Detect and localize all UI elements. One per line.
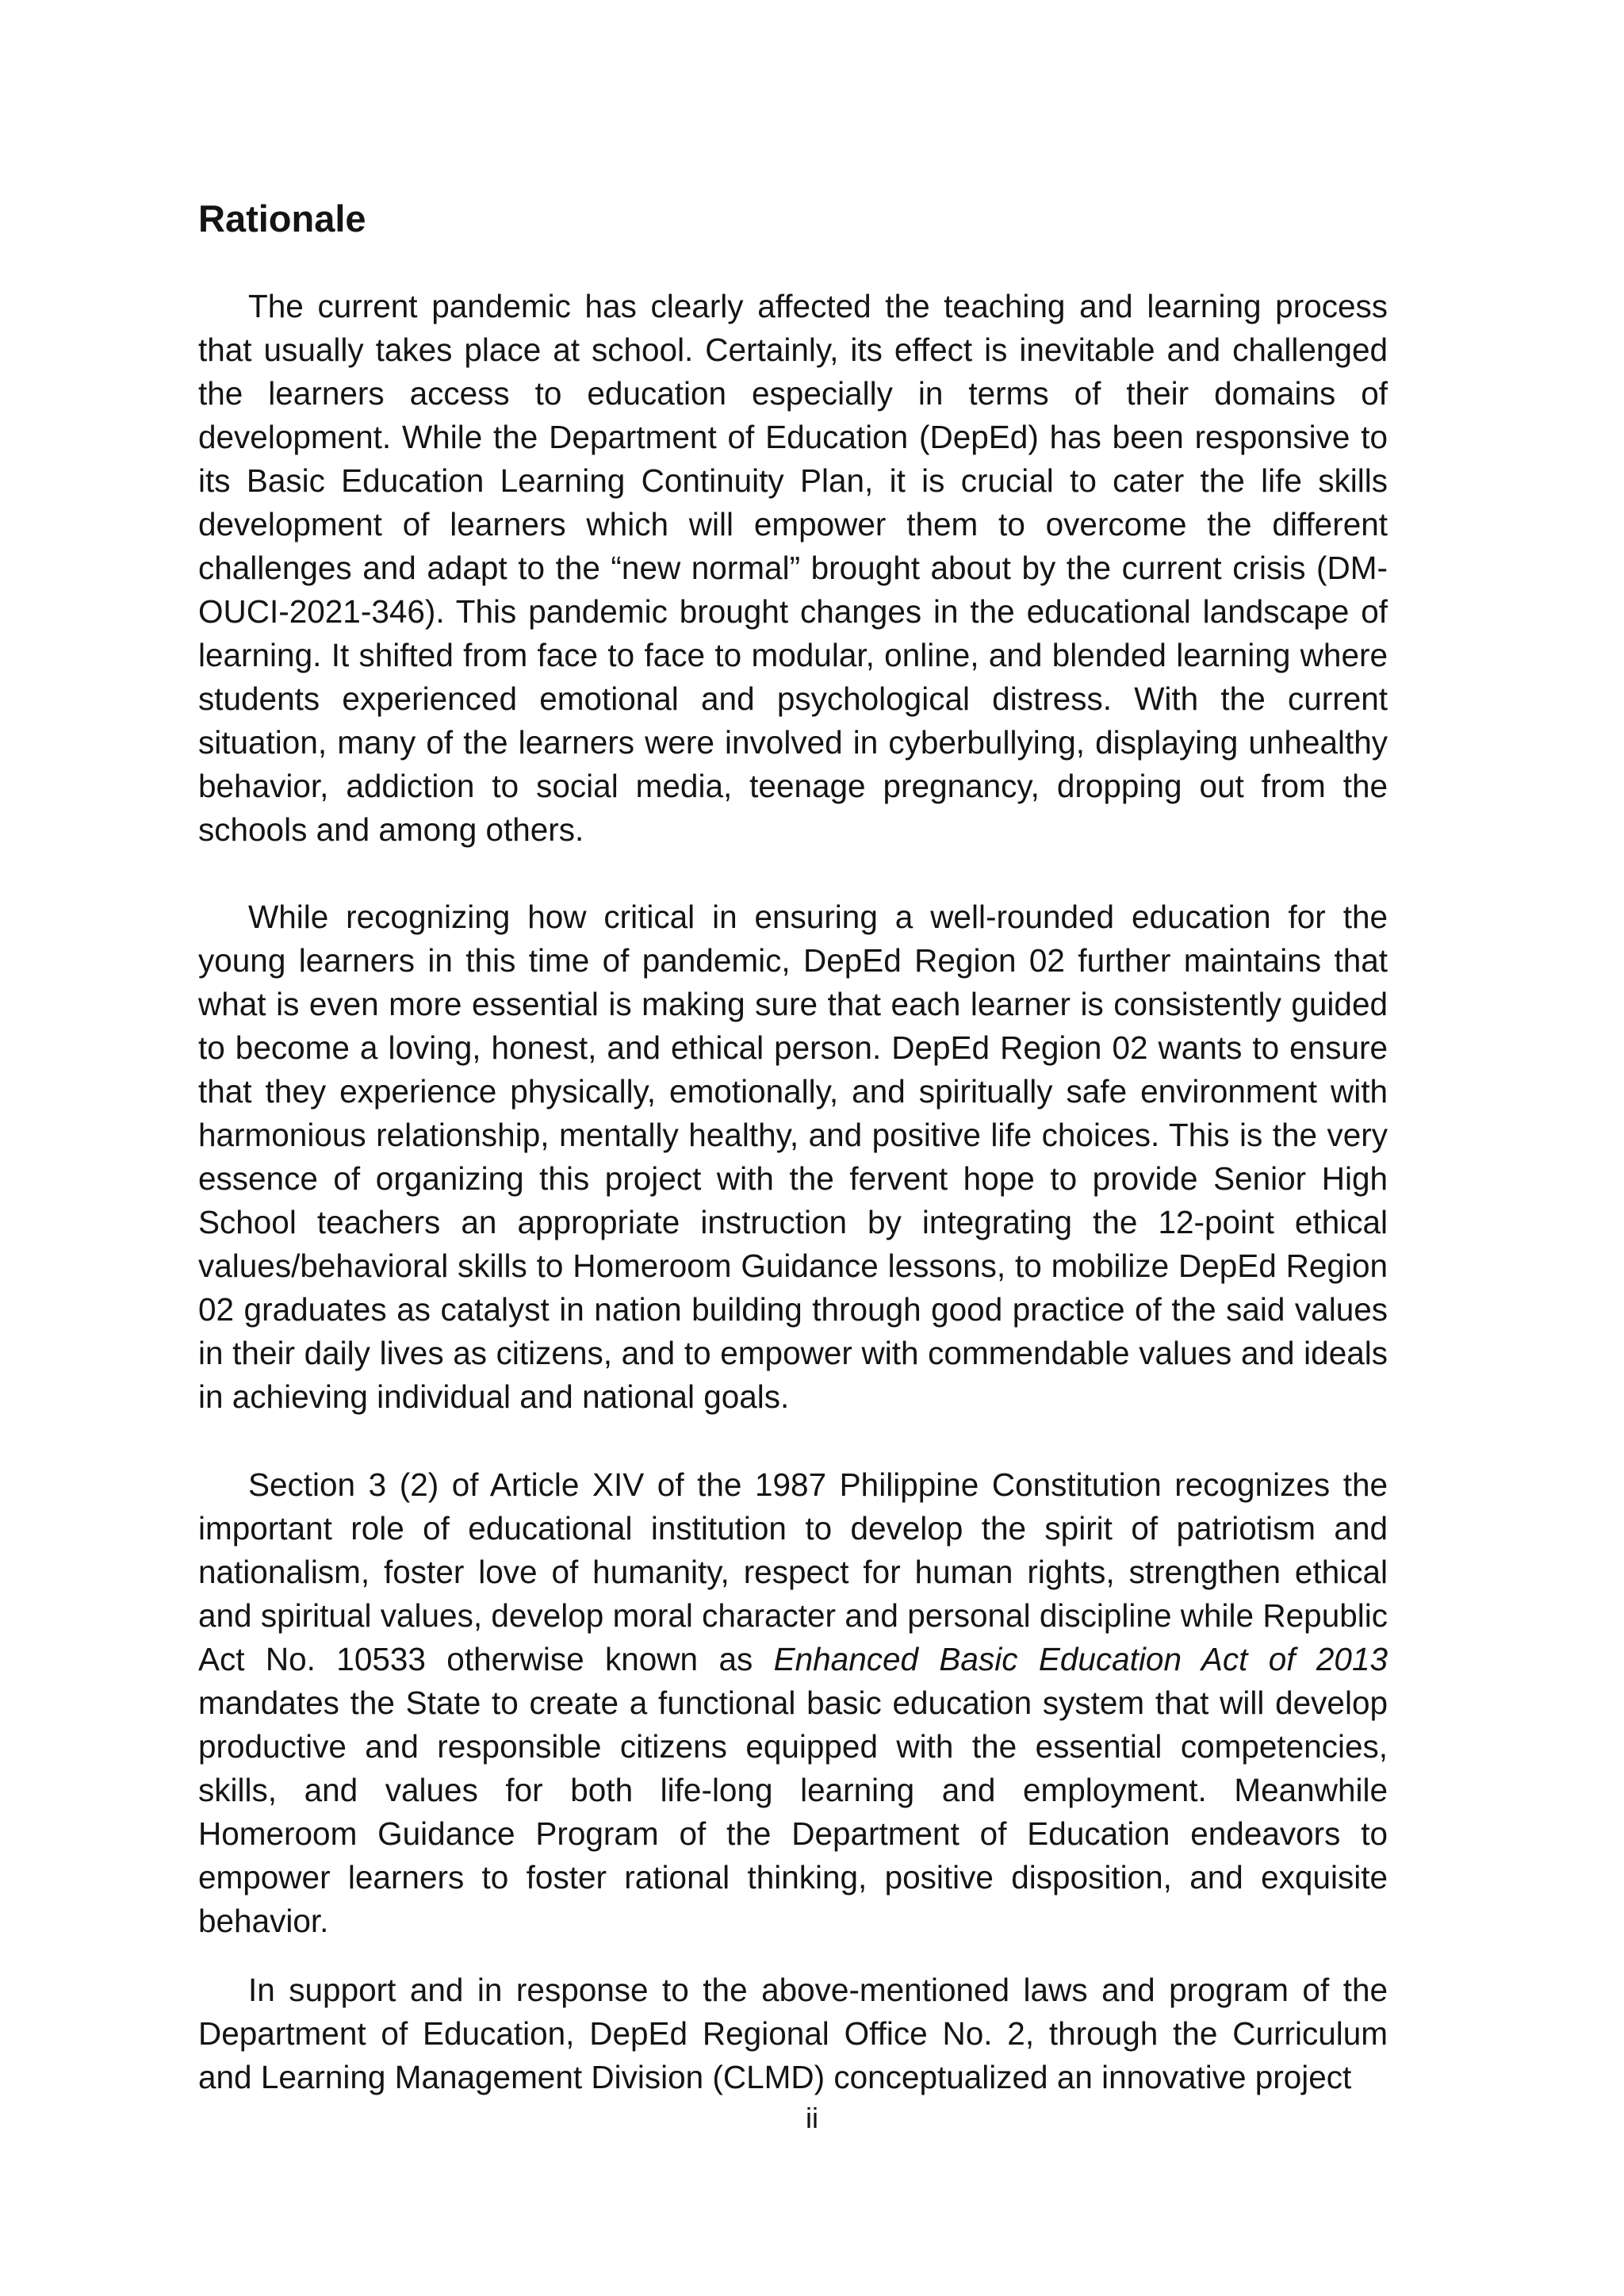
paragraph-legal-basis	[198, 1463, 1388, 1943]
paragraph-pandemic-impact: The current pandemic has clearly affected the teaching and learning process that usually takes place at school. Certainly, its effect is inevitable and challenged the learners access to education especially in terms of their domains of development. While the Department of Education (DepEd) has been responsive to its Basic Education Learning Continuity Plan, it is crucial to cater the life skills development of learners which will empower them to overcome the different challenges and adapt to the “new normal” brought about by the current crisis (DM-OUCI-2021-346). This pandemic brought changes in the educational landscape of learning. It shifted from face to face to modular, online, and blended learning where students experienced emotional and psychological distress. With the current situation, many of the learners were involved in cyberbullying, displaying unhealthy behavior, addiction to social media, teenage pregnancy, dropping out from the schools and among others.	[198, 288, 1388, 848]
page-number: ii	[806, 2102, 818, 2134]
paragraph-regional-response: In support and in response to the above-mentioned laws and program of the Department of Education, DepEd Regional Office No. 2, through the Curriculum and Learning Management Division (CLMD) conceptualized an innovative project	[198, 1972, 1388, 2095]
legal-basis-text-end: mandates the State to create a functional basic education system that will develop productive and responsible citizens equipped with the essential competencies, skills, and values for both life-long learning and employment. Meanwhile Homeroom Guidance Program of the Department of Education endeavors to empower learners to foster rational thinking, positive disposition, and exquisite behavior.	[198, 1685, 1388, 1939]
page-heading: Rationale	[198, 197, 366, 240]
paragraph-region-02-goals: While recognizing how critical in ensuring a well-rounded education for the young learners in this time of pandemic, DepEd Region 02 further maintains that what is even more essential is making sure that each learner is consistently guided to become a loving, honest, and ethical person. DepEd Region 02 wants to ensure that they experience physically, emotionally, and spiritually safe environment with harmonious relationship, mentally healthy, and positive life choices. This is the very essence of organizing this project with the fervent hope to provide Senior High School teachers an appropriate instruction by integrating the 12-point ethical values/behavioral skills to Homeroom Guidance lessons, to mobilize DepEd Region 02 graduates as catalyst in nation building through good practice of the said values in their daily lives as citizens, and to empower with commendable values and ideals in achieving individual and national goals.	[198, 899, 1388, 1415]
act-title-italic: Enhanced Basic Education Act of 2013	[773, 1641, 1388, 1677]
legal-basis-text-start: Section 3 (2) of Article XIV of the 1987 Philippine Constitution recognizes the important role of educational institution to develop the spirit of patriotism and nationalism, foster love of humanity, respect for human rights, strengthen ethical and spiritual values, develop moral character and personal discipline while Republic Act No. 10533 otherwise known as	[198, 1466, 1388, 1677]
